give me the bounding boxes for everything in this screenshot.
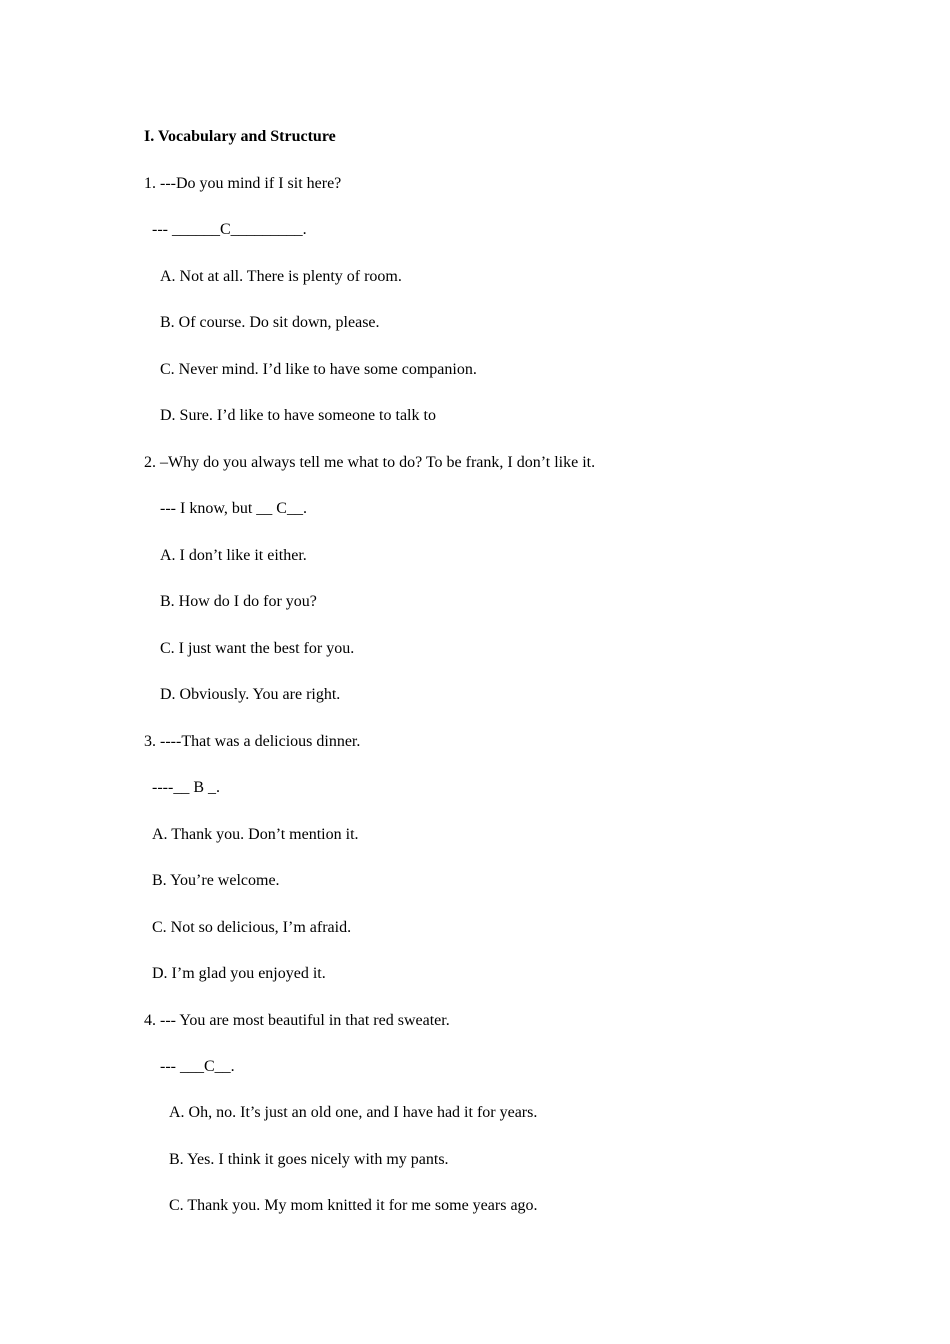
option-a: A. Thank you. Don’t mention it. — [152, 826, 359, 843]
option-a: A. I don’t like it either. — [160, 547, 307, 564]
option-d: D. Obviously. You are right. — [160, 686, 341, 703]
option-c: C. I just want the best for you. — [160, 640, 355, 657]
answer-line: --- I know, but __ C__. — [160, 500, 307, 517]
option-c: C. Not so delicious, I’m afraid. — [152, 919, 352, 936]
option-b: B. Of course. Do sit down, please. — [160, 314, 380, 331]
option-a: A. Not at all. There is plenty of room. — [160, 268, 402, 285]
option-d: D. I’m glad you enjoyed it. — [152, 965, 326, 982]
option-d: D. Sure. I’d like to have someone to talk to — [160, 407, 436, 424]
section-heading: I. Vocabulary and Structure — [144, 128, 336, 145]
answer-line: --- ______C_________. — [152, 221, 307, 238]
question-prompt: 1. ---Do you mind if I sit here? — [144, 175, 342, 192]
option-c: C. Thank you. My mom knitted it for me some years ago. — [169, 1197, 538, 1214]
option-b: B. How do I do for you? — [160, 593, 317, 610]
option-b: B. Yes. I think it goes nicely with my pants. — [169, 1151, 449, 1168]
option-b: B. You’re welcome. — [152, 872, 280, 889]
option-c: C. Never mind. I’d like to have some companion. — [160, 361, 477, 378]
question-prompt: 4. --- You are most beautiful in that red sweater. — [144, 1012, 450, 1029]
question-prompt: 3. ----That was a delicious dinner. — [144, 733, 361, 750]
question-prompt: 2. –Why do you always tell me what to do? To be frank, I don’t like it. — [144, 454, 596, 471]
option-a: A. Oh, no. It’s just an old one, and I have had it for years. — [169, 1104, 538, 1121]
answer-line: --- ___C__. — [160, 1058, 235, 1075]
answer-line: ----__ B _. — [152, 779, 220, 796]
